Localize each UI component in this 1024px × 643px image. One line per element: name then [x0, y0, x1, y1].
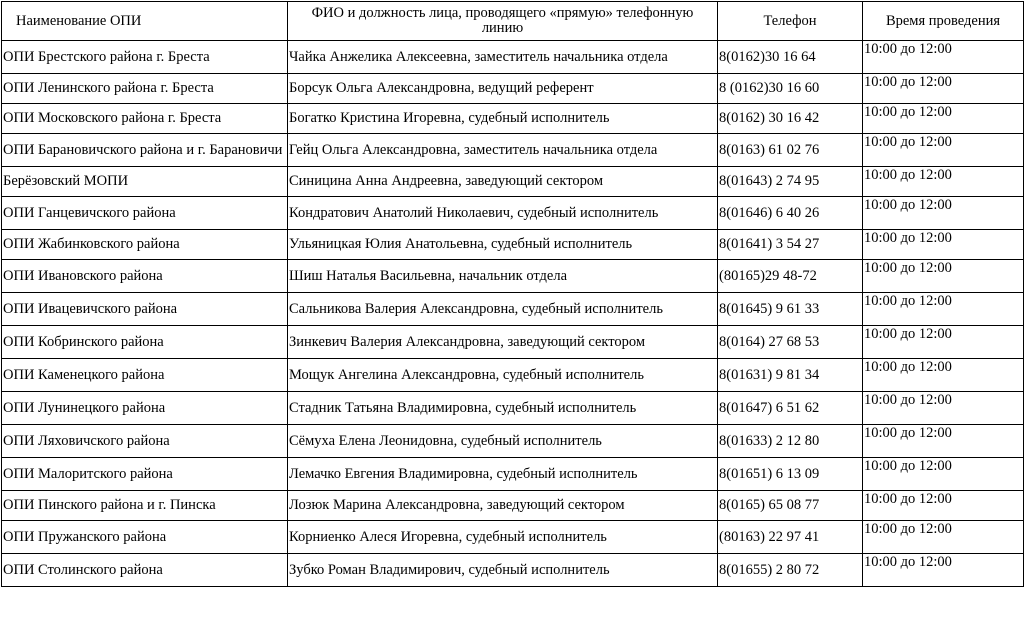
table-row [2, 41, 1024, 74]
cell-person: Зинкевич Валерия Александровна, заведующий сектором [288, 326, 718, 359]
cell-phone: 8(0163) 61 02 76 [718, 134, 863, 167]
cell-name: ОПИ Жабинковского района [2, 230, 288, 260]
cell-phone: 8(01655) 2 80 72 [718, 554, 863, 587]
header-name: Наименование ОПИ [2, 2, 288, 41]
cell-person: Гейц Ольга Александровна, заместитель начальника отдела [288, 134, 718, 167]
cell-person: Синицина Анна Андреевна, заведующий сектором [288, 167, 718, 197]
cell-person: Ульяницкая Юлия Анатольевна, судебный исполнитель [288, 230, 718, 260]
table-row [2, 167, 1024, 197]
cell-name: ОПИ Пинского района и г. Пинска [2, 491, 288, 521]
cell-phone: (80163) 22 97 41 [718, 521, 863, 554]
cell-phone: (80165)29 48-72 [718, 260, 863, 293]
cell-phone: 8 (0162)30 16 60 [718, 74, 863, 104]
table-row [2, 74, 1024, 104]
cell-name: ОПИ Ивацевичского района [2, 293, 288, 326]
cell-time: 10:00 до 12:00 [863, 359, 1024, 392]
table-header-row [2, 2, 1024, 41]
cell-name: ОПИ Кобринского района [2, 326, 288, 359]
hotline-schedule-table [1, 1, 1024, 587]
cell-phone: 8(0162)30 16 64 [718, 41, 863, 74]
cell-time: 10:00 до 12:00 [863, 167, 1024, 197]
table-row [2, 197, 1024, 230]
cell-phone: 8(01631) 9 81 34 [718, 359, 863, 392]
table-row [2, 359, 1024, 392]
cell-person: Борсук Ольга Александровна, ведущий референт [288, 74, 718, 104]
table-row [2, 491, 1024, 521]
cell-person: Сёмуха Елена Леонидовна, судебный исполнитель [288, 425, 718, 458]
cell-person: Стадник Татьяна Владимировна, судебный исполнитель [288, 392, 718, 425]
cell-phone: 8(01645) 9 61 33 [718, 293, 863, 326]
cell-phone: 8(01643) 2 74 95 [718, 167, 863, 197]
cell-name: Берёзовский МОПИ [2, 167, 288, 197]
cell-name: ОПИ Ляховичского района [2, 425, 288, 458]
cell-person: Корниенко Алеся Игоревна, судебный исполнитель [288, 521, 718, 554]
cell-person: Лемачко Евгения Владимировна, судебный исполнитель [288, 458, 718, 491]
cell-time: 10:00 до 12:00 [863, 293, 1024, 326]
cell-person: Зубко Роман Владимирович, судебный исполнитель [288, 554, 718, 587]
cell-name: ОПИ Барановичского района и г. Барановичи [2, 134, 288, 167]
cell-time: 10:00 до 12:00 [863, 41, 1024, 74]
cell-person: Мощук Ангелина Александровна, судебный исполнитель [288, 359, 718, 392]
cell-phone: 8(01633) 2 12 80 [718, 425, 863, 458]
cell-name: ОПИ Столинского района [2, 554, 288, 587]
table-row [2, 104, 1024, 134]
header-time: Время проведения [863, 2, 1024, 41]
cell-time: 10:00 до 12:00 [863, 74, 1024, 104]
cell-person: Сальникова Валерия Александровна, судебный исполнитель [288, 293, 718, 326]
cell-person: Богатко Кристина Игоревна, судебный исполнитель [288, 104, 718, 134]
cell-phone: 8(01651) 6 13 09 [718, 458, 863, 491]
table-row [2, 326, 1024, 359]
cell-time: 10:00 до 12:00 [863, 326, 1024, 359]
cell-name: ОПИ Лунинецкого района [2, 392, 288, 425]
header-phone: Телефон [718, 2, 863, 41]
cell-time: 10:00 до 12:00 [863, 521, 1024, 554]
cell-name: ОПИ Пружанского района [2, 521, 288, 554]
cell-person: Шиш Наталья Васильевна, начальник отдела [288, 260, 718, 293]
cell-phone: 8(01646) 6 40 26 [718, 197, 863, 230]
cell-time: 10:00 до 12:00 [863, 260, 1024, 293]
table-row [2, 521, 1024, 554]
cell-time: 10:00 до 12:00 [863, 134, 1024, 167]
cell-time: 10:00 до 12:00 [863, 554, 1024, 587]
table-row [2, 392, 1024, 425]
cell-phone: 8(0165) 65 08 77 [718, 491, 863, 521]
table-row [2, 425, 1024, 458]
cell-time: 10:00 до 12:00 [863, 197, 1024, 230]
cell-name: ОПИ Каменецкого района [2, 359, 288, 392]
cell-time: 10:00 до 12:00 [863, 491, 1024, 521]
cell-name: ОПИ Малоритского района [2, 458, 288, 491]
cell-time: 10:00 до 12:00 [863, 458, 1024, 491]
cell-name: ОПИ Ивановского района [2, 260, 288, 293]
cell-time: 10:00 до 12:00 [863, 230, 1024, 260]
cell-phone: 8(0162) 30 16 42 [718, 104, 863, 134]
cell-name: ОПИ Ганцевичского района [2, 197, 288, 230]
cell-name: ОПИ Ленинского района г. Бреста [2, 74, 288, 104]
table-row [2, 230, 1024, 260]
cell-name: ОПИ Московского района г. Бреста [2, 104, 288, 134]
table-row [2, 293, 1024, 326]
table-row [2, 458, 1024, 491]
header-person: ФИО и должность лица, проводящего «прямую» телефонную линию [288, 2, 718, 41]
table-row [2, 134, 1024, 167]
cell-time: 10:00 до 12:00 [863, 425, 1024, 458]
cell-name: ОПИ Брестского района г. Бреста [2, 41, 288, 74]
cell-person: Чайка Анжелика Алексеевна, заместитель начальника отдела [288, 41, 718, 74]
cell-person: Лозюк Марина Александровна, заведующий сектором [288, 491, 718, 521]
cell-phone: 8(0164) 27 68 53 [718, 326, 863, 359]
cell-phone: 8(01641) 3 54 27 [718, 230, 863, 260]
cell-person: Кондратович Анатолий Николаевич, судебный исполнитель [288, 197, 718, 230]
cell-time: 10:00 до 12:00 [863, 392, 1024, 425]
cell-phone: 8(01647) 6 51 62 [718, 392, 863, 425]
cell-time: 10:00 до 12:00 [863, 104, 1024, 134]
table-row [2, 554, 1024, 587]
table-row [2, 260, 1024, 293]
